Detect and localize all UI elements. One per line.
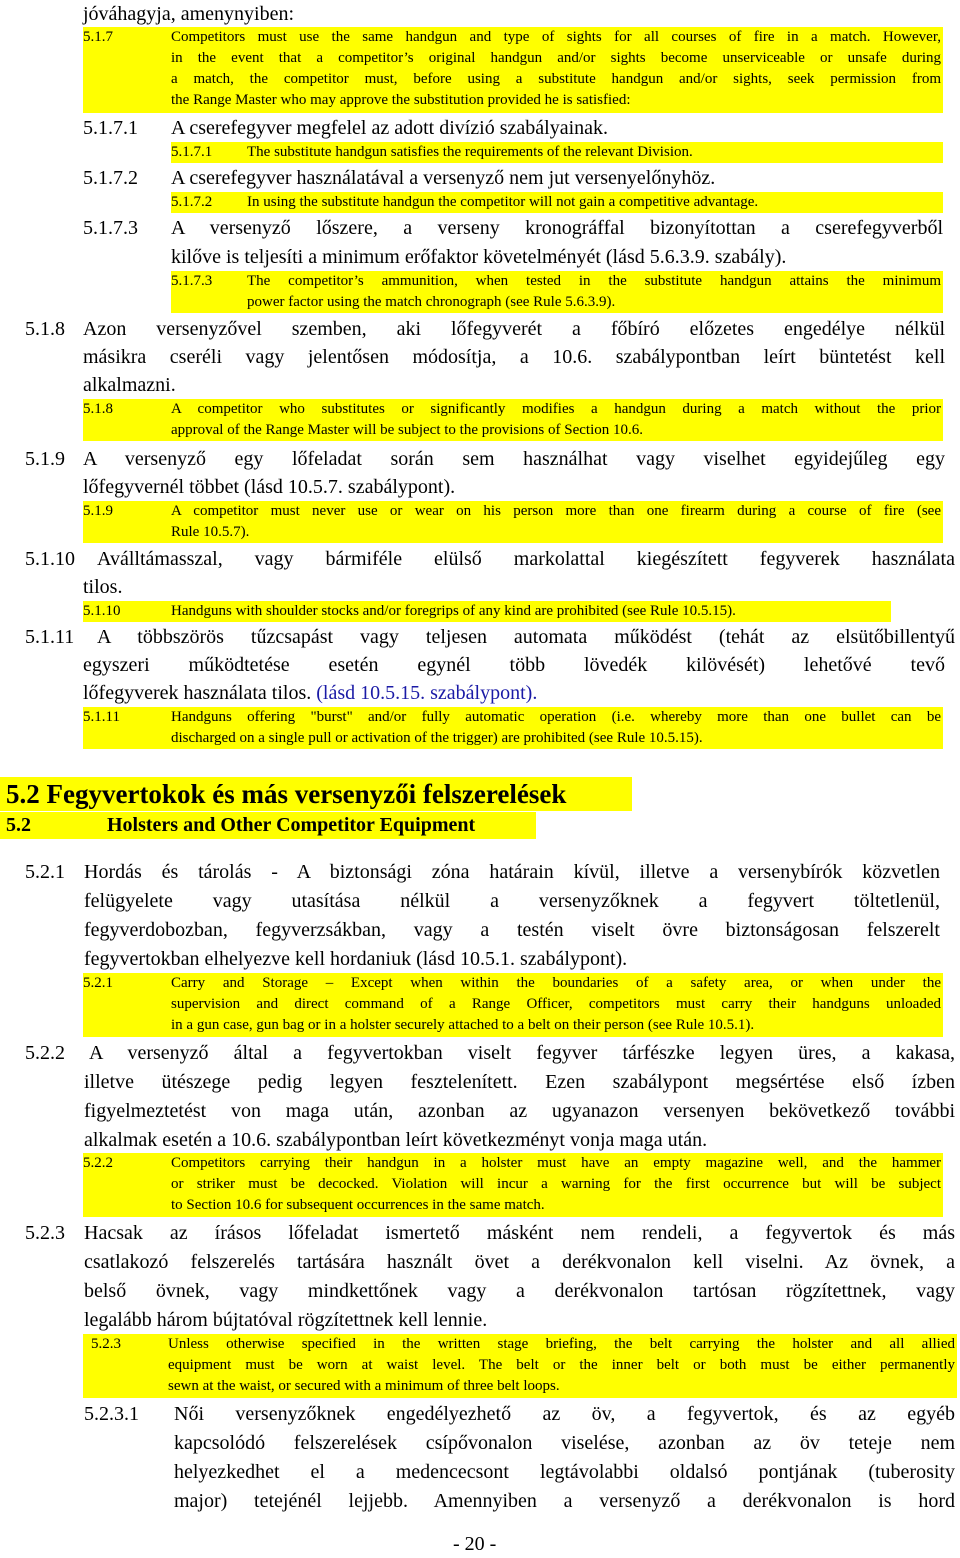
intro-text: jóváhagyja, amenynyiben: — [83, 3, 295, 25]
rule-5-2-3-hu-line: legalább három bújtatóval rögzítettnek kell lennie. — [84, 1309, 488, 1331]
rule-5-2-2-en-line: to Section 10.6 for subsequent occurrences in the same match. — [171, 1197, 545, 1213]
rule-5-1-9-en-line: A competitor must never use or wear on his person more than one firearm during a course of fire (see — [171, 503, 941, 519]
rule-5-2-2-hu-line: alkalmak esetén a 10.6. szabálypontban leírt következményt vonja maga után. — [84, 1129, 708, 1151]
rule-5-1-7-3-number: 5.1.7.3 — [83, 217, 138, 239]
rule-5-1-7-1-hu: A cserefegyver megfelel az adott divízió szabályainak. — [171, 117, 609, 139]
rule-5-2-3-en-number: 5.2.3 — [91, 1336, 121, 1352]
rule-5-2-2-hu-line: figyelmeztetést von maga után, azonban az ugyanazon versenyen bekövetkező további — [84, 1100, 955, 1122]
rule-5-1-9-hu-line: lőfegyvernél többet (lásd 10.5.7. szabálypont). — [83, 476, 456, 498]
rule-5-2-1-hu-line: felügyelete vagy utasítása nélkül a versenyzőknek a fegyvert töltetlenül, — [84, 890, 940, 912]
rule-5-1-11-hu-line: egyszeri működtetése esetén egynél több lövedék kilövését) lehetővé tevő — [83, 654, 945, 676]
rule-5-1-7-en-number: 5.1.7 — [83, 29, 113, 45]
rule-5-1-8-en-line: approval of the Range Master will be subject to the provisions of Section 10.6. — [171, 422, 643, 438]
rule-5-2-3-1-hu-line: Női versenyzőknek engedélyezhető az öv, a fegyvertok, és az egyéb — [174, 1403, 955, 1425]
rule-5-1-7-3-en-number: 5.1.7.3 — [171, 273, 213, 289]
rule-5-2-2-hu-line: illetve ütészege pedig legyen fesztelenített. Ezen szabálypont megsértése első ízben — [84, 1071, 955, 1093]
rule-5-1-7-3-hu-line: kilőve is teljesíti a minimum erőfaktor követelményét (lásd 5.6.3.9. szabály). — [171, 246, 787, 268]
rule-5-1-8-en-line: A competitor who substitutes or significantly modifies a handgun during a match without the prior — [171, 401, 941, 417]
rule-5-1-7-1-en-number: 5.1.7.1 — [171, 144, 213, 160]
rule-5-2-3-number: 5.2.3 — [25, 1222, 65, 1244]
rule-5-1-8-hu-line: alkalmazni. — [83, 374, 176, 396]
rule-5-1-7-2-en: In using the substitute handgun the competitor will not gain a competitive advantage. — [247, 194, 759, 210]
rule-5-1-9-number: 5.1.9 — [25, 448, 65, 470]
rule-5-1-8-number: 5.1.8 — [25, 318, 65, 340]
rule-5-1-9-en-line: Rule 10.5.7). — [171, 524, 250, 540]
rule-5-1-9-hu-line: A versenyző egy lőfeladat során sem használhat vagy viselhet egyidejűleg egy — [83, 448, 945, 470]
rule-5-1-7-en-line: Competitors must use the same handgun and type of sights for all courses of fire in a match. However, — [171, 29, 941, 45]
rule-5-1-7-3-en-line: power factor using the match chronograph (see Rule 5.6.3.9). — [247, 294, 616, 310]
rule-5-2-3-en-line: Unless otherwise specified in the written stage briefing, the belt carrying the holster and all allied — [168, 1336, 955, 1352]
rule-5-2-2-en-number: 5.2.2 — [83, 1155, 113, 1171]
rule-5-1-10-hu-line: tilos. — [83, 576, 123, 598]
rule-5-1-11-en-line: Handguns offering "burst" and/or fully automatic operation (i.e. whereby more than one bullet can be — [171, 709, 941, 725]
section-5-2-en-heading: Holsters and Other Competitor Equipment — [107, 814, 476, 836]
rule-5-1-10-en-number: 5.1.10 — [83, 603, 121, 619]
rule-5-1-7-2-number: 5.1.7.2 — [83, 167, 138, 189]
rule-5-1-9-en-number: 5.1.9 — [83, 503, 113, 519]
rule-5-2-3-1-hu-line: helyezkedhet el a medencecsont legtávolabbi oldalsó pontjának (tuberosity — [174, 1461, 955, 1483]
rule-5-1-7-3-en-line: The competitor’s ammunition, when tested in the substitute handgun attains the minimum — [247, 273, 941, 289]
rule-5-1-7-en-line: a match, the competitor must, before using a substitute handgun and/or sights, seek permission from — [171, 71, 941, 87]
rule-5-2-1-en-line: in a gun case, gun bag or in a holster securely attached to a belt on their person (see Rule 10.5.1). — [171, 1017, 755, 1033]
rule-5-1-11-hu-line-text: lőfegyverek használata tilos. — [83, 682, 312, 704]
rule-5-2-1-en-line: supervision and direct command of a Range Officer, competitors must carry their handguns unloaded — [171, 996, 941, 1012]
rule-5-2-3-1-hu-line: major) tetejénél lejjebb. Amennyiben a versenyző a derékvonalon is hord — [174, 1490, 955, 1512]
rule-5-2-2-en-line: Competitors carrying their handgun in a holster must have an empty magazine well, and the hammer — [171, 1155, 941, 1171]
page-number: - 20 - — [453, 1533, 497, 1555]
rule-5-1-7-1-number: 5.1.7.1 — [83, 117, 138, 139]
rule-5-2-3-hu-line: Hacsak az írásos lőfeladat ismertető másként nem rendeli, a fegyvertok és más — [84, 1222, 955, 1244]
rule-5-1-11-hu-reference: (lásd 10.5.15. szabálypont). — [316, 682, 538, 704]
rule-5-2-3-1-hu-line: kapcsolódó felszerelések csípővonalon viselése, azonban az öv teteje nem — [174, 1432, 955, 1454]
section-5-2-hu-heading: 5.2 Fegyvertokok és más versenyzői felszerelések — [6, 779, 567, 809]
rule-5-2-1-en-number: 5.2.1 — [83, 975, 113, 991]
rule-5-1-11-hu-line: A többszörös tűzcsapást vagy teljesen automata működést (tehát az elsütőbillentyű — [97, 626, 955, 648]
rule-5-1-10-en: Handguns with shoulder stocks and/or foregrips of any kind are prohibited (see Rule 10.5.15). — [171, 603, 736, 619]
rule-5-1-11-en-number: 5.1.11 — [83, 709, 120, 725]
section-5-2-en-number: 5.2 — [6, 814, 31, 836]
rule-5-1-7-2-hu: A cserefegyver használatával a versenyző nem jut versenyelőnyhöz. — [171, 167, 716, 189]
rule-5-1-11-hu-line — [83, 683, 537, 703]
rule-5-1-8-hu-line: másikra cseréli vagy jelentősen módosítja, a 10.6. szabálypontban leírt büntetést kell — [83, 346, 945, 368]
rule-5-2-3-en-line: equipment must be worn at waist level. The belt or the inner belt or both must be either permanently — [168, 1357, 955, 1373]
rule-5-1-10-number: 5.1.10 — [25, 548, 75, 570]
rule-5-2-3-hu-line: belső övnek, vagy mindkettőnek vagy a derékvonalon tartósan rögzítettnek, vagy — [84, 1280, 955, 1302]
rule-5-2-1-hu-line: fegyverdobozban, fegyverzsákban, vagy a testén viselt övre biztonságosan felszerelt — [84, 919, 940, 941]
rule-5-2-3-hu-line: csatlakozó felszerelés tartására használt övet a derékvonalon kell viselni. Az övnek, a — [84, 1251, 955, 1273]
rule-5-1-7-1-en: The substitute handgun satisfies the requirements of the relevant Division. — [247, 144, 693, 160]
rule-5-1-10-hu-line: Aválltámasszal, vagy bármiféle elülső markolattal kiegészített fegyverek használata — [97, 548, 955, 570]
rule-5-2-2-en-line: or striker must be decocked. Violation will incur a warning for the first occurrence but will be subject — [171, 1176, 941, 1192]
rule-5-1-11-en-line: discharged on a single pull or activation of the trigger) are prohibited (see Rule 10.5.15). — [171, 730, 703, 746]
rule-5-1-7-2-en-number: 5.1.7.2 — [171, 194, 213, 210]
rule-5-2-1-en-line: Carry and Storage – Except when within the boundaries of a safety area, or when under the — [171, 975, 941, 991]
rule-5-1-8-en-number: 5.1.8 — [83, 401, 113, 417]
rule-5-1-7-3-hu-line: A versenyző lőszere, a verseny kronográffal bizonyítottan a cserefegyverből — [171, 217, 943, 239]
rule-5-1-11-number: 5.1.11 — [25, 626, 75, 648]
rule-5-2-1-hu-line: fegyvertokban elhelyezve kell hordaniuk (lásd 10.5.1. szabálypont). — [84, 948, 628, 970]
rule-5-2-3-1-number: 5.2.3.1 — [84, 1403, 139, 1425]
rule-5-2-2-number: 5.2.2 — [25, 1042, 65, 1064]
rule-5-2-2-hu-line: A versenyző által a fegyvertokban viselt fegyver tárfészke legyen üres, a kakasa, — [89, 1042, 955, 1064]
rule-5-2-1-number: 5.2.1 — [25, 861, 65, 883]
rule-5-1-8-hu-line: Azon versenyzővel szemben, aki lőfegyverét a főbíró előzetes engedélye nélkül — [83, 318, 945, 340]
rule-5-2-3-en-line: sewn at the waist, or secured with a minimum of three belt loops. — [168, 1378, 560, 1394]
rule-5-2-1-hu-line: Hordás és tárolás - A biztonsági zóna határain kívül, illetve a versenybírók közvetlen — [84, 861, 940, 883]
rule-5-1-7-en-line: the Range Master who may approve the substitution provided he is satisfied: — [171, 92, 631, 108]
rule-5-1-7-en-line: in the event that a competitor’s original handgun and/or sights become unserviceable or unsafe during — [171, 50, 941, 66]
